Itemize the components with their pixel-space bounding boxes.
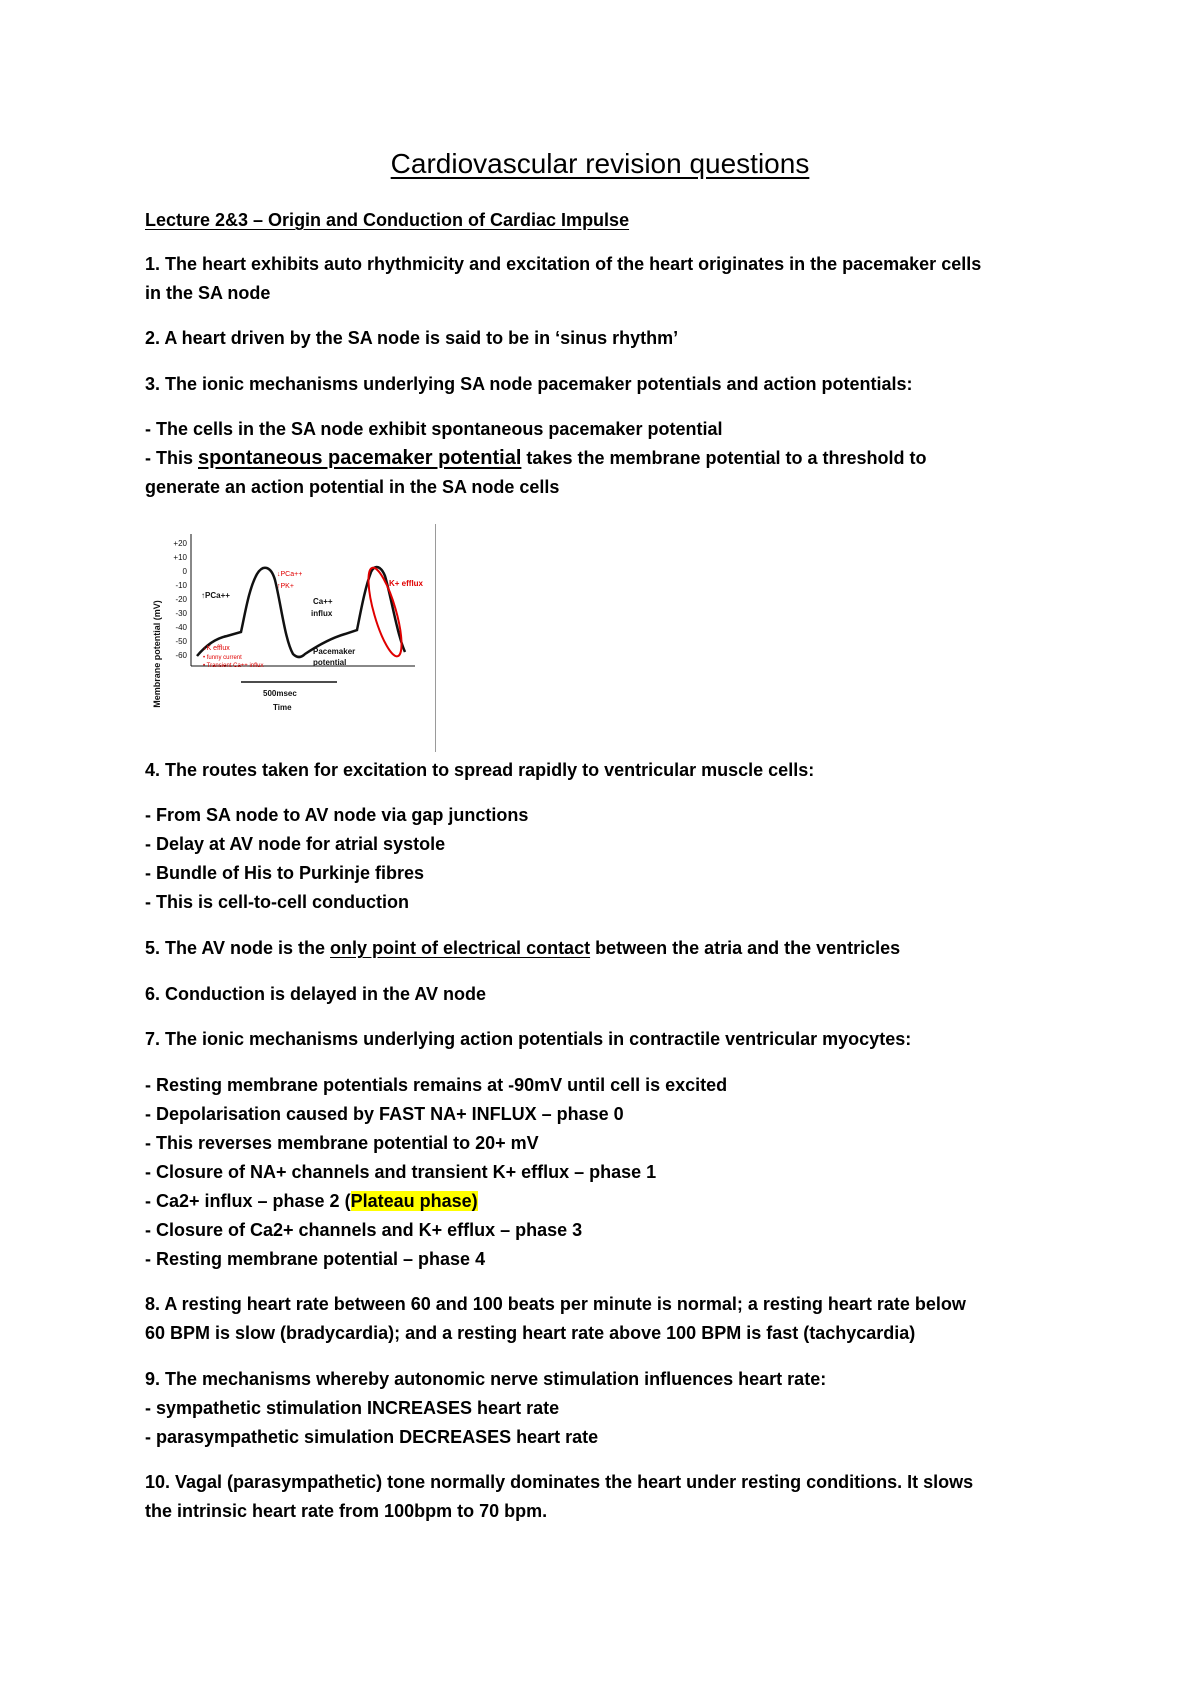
figure-label-ca-1: Ca++: [313, 597, 333, 606]
ytick-label: -60: [175, 651, 187, 660]
figure-label-k-efflux: K+ efflux: [389, 579, 424, 588]
q3-bullet-2: [145, 444, 1065, 473]
figure-label-pacemaker-1: Pacemaker: [313, 647, 356, 656]
q4-bullet-2: - Delay at AV node for atrial systole: [145, 834, 446, 854]
q7-bullet-7: - Resting membrane potential – phase 4: [145, 1249, 486, 1269]
q3-emphasis: spontaneous pacemaker potential: [198, 447, 522, 469]
q6-text: 6. Conduction is delayed in the AV node: [145, 984, 487, 1004]
ytick-label: +10: [173, 553, 187, 562]
figure-label-red-top-2: ↑PK+: [277, 583, 294, 590]
ytick-label: 0: [182, 567, 187, 576]
figure-label-red-top-1: ↓PCa++: [277, 571, 303, 578]
q3-heading: 3. The ionic mechanisms underlying SA node pacemaker potentials and action potentials:: [145, 374, 913, 394]
q7-bullet-5-pre: - Ca2+ influx – phase 2 (: [145, 1191, 351, 1211]
figure-label-red-bot-2: • funny current: [203, 655, 242, 661]
q5-post: between the atria and the ventricles: [590, 938, 901, 958]
q3-bullet-2-post: takes the membrane potential to a threshold to: [521, 448, 927, 468]
q8-line1: 8. A resting heart rate between 60 and 100 beats per minute is normal; a resting heart rate below: [145, 1294, 966, 1314]
q5-emphasis: only point of electrical contact: [330, 938, 591, 958]
ytick-label: -40: [175, 623, 187, 632]
q4-bullet-1: - From SA node to AV node via gap junctions: [145, 805, 529, 825]
q4-heading: 4. The routes taken for excitation to spread rapidly to ventricular muscle cells:: [145, 760, 815, 780]
q1-line2: in the SA node: [145, 283, 271, 303]
q7-bullet-5: [145, 1187, 1065, 1216]
q3-bullet-3: generate an action potential in the SA node cells: [145, 477, 560, 497]
q10-line1: 10. Vagal (parasympathetic) tone normally dominates the heart under resting conditions. It slows: [145, 1472, 974, 1492]
ytick-label: -30: [175, 609, 187, 618]
q7-bullet-2: - Depolarisation caused by FAST NA+ INFLUX – phase 0: [145, 1104, 624, 1124]
q7-bullet-1: - Resting membrane potentials remains at -90mV until cell is excited: [145, 1075, 728, 1095]
q7-bullet-6: - Closure of Ca2+ channels and K+ efflux – phase 3: [145, 1220, 583, 1240]
q9-bullet-1: - sympathetic stimulation INCREASES heart rate: [145, 1398, 560, 1418]
q10-line2: the intrinsic heart rate from 100bpm to 70 bpm.: [145, 1501, 548, 1521]
figure-scale-label: 500msec: [263, 689, 297, 698]
q7-heading: 7. The ionic mechanisms underlying action potentials in contractile ventricular myocytes:: [145, 1029, 912, 1049]
q4-bullet-4: - This is cell-to-cell conduction: [145, 892, 410, 912]
figure-ylabel: Membrane potential (mV): [152, 600, 162, 708]
figure-divider: [435, 524, 436, 752]
figure-label-ica: ↑PCa++: [201, 591, 230, 600]
figure-label-red-bot-1: ↓K efflux: [203, 645, 230, 652]
figure-xlabel: Time: [273, 703, 292, 712]
q1-line1: 1. The heart exhibits auto rhythmicity and excitation of the heart originates in the pacemaker cells: [145, 254, 982, 274]
q9-bullet-2: - parasympathetic simulation DECREASES heart rate: [145, 1427, 599, 1447]
q3-bullet-1: - The cells in the SA node exhibit spontaneous pacemaker potential: [145, 419, 723, 439]
ytick-label: -10: [175, 581, 187, 590]
figure-label-ca-2: influx: [311, 609, 333, 618]
q7-bullet-3: - This reverses membrane potential to 20+ mV: [145, 1133, 539, 1153]
plateau-phase-highlight: Plateau phase): [350, 1191, 478, 1211]
ytick-label: -50: [175, 637, 187, 646]
lecture-heading: Lecture 2&3 – Origin and Conduction of Cardiac Impulse: [145, 210, 630, 230]
q7-bullet-4: - Closure of NA+ channels and transient K+ efflux – phase 1: [145, 1162, 657, 1182]
q8-line2: 60 BPM is slow (bradycardia); and a resting heart rate above 100 BPM is fast (tachycardia): [145, 1323, 916, 1343]
figure-label-red-bot-3: • Transient Ca++ influx: [203, 663, 264, 669]
q9-heading: 9. The mechanisms whereby autonomic nerve stimulation influences heart rate:: [145, 1369, 827, 1389]
sa-node-action-potential-figure: [145, 524, 445, 749]
q5-pre: 5. The AV node is the: [145, 938, 331, 958]
q2-text: 2. A heart driven by the SA node is said to be in ‘sinus rhythm’: [145, 328, 679, 348]
q4-bullet-3: - Bundle of His to Purkinje fibres: [145, 863, 425, 883]
figure-svg: [145, 524, 445, 749]
q3-bullet-2-pre: - This: [145, 448, 198, 468]
ytick-label: -20: [175, 595, 187, 604]
ytick-label: +20: [173, 539, 187, 548]
page-title: Cardiovascular revision questions: [390, 148, 810, 179]
figure-label-pacemaker-2: potential: [313, 658, 347, 667]
q5-text: [145, 934, 1065, 963]
